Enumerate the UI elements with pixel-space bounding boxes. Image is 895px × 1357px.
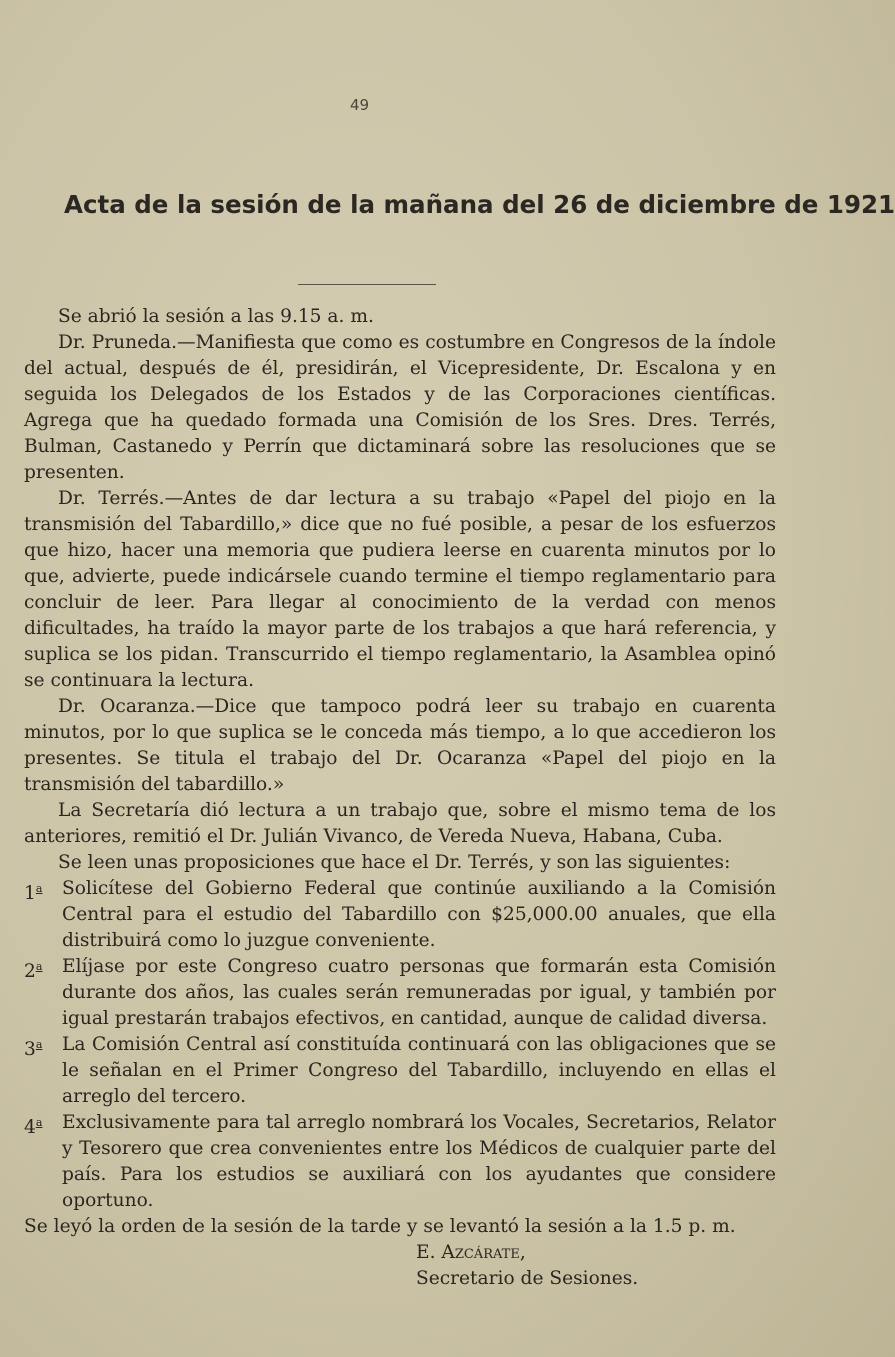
paragraph-terres: Dr. Terrés.—Antes de dar lectura a su trabajo «Papel del piojo en la transmisión del Tabardillo,» dice que no fué posible, a pesar de los esfuerzos que hizo, hacer una memoria que pudiera leerse en cuarenta minutos por lo que, advierte, puede indicársele cuando termine el tiempo reglamentario para concluir de leer. Para llegar al conocimiento de la verdad con menos dificultades, ha traído la mayor parte de los trabajos a que hará referencia, y suplica se los pidan. Transcurrido el tiempo reglamentario, la Asamblea opinó se continuara la lectura. — [24, 488, 776, 691]
list-item-number: 1$^a$ — [24, 882, 43, 905]
list-item-number: 3$^a$ — [24, 1038, 43, 1061]
signature-name: E. Azcárate, — [416, 1242, 526, 1263]
opening-line: Se abrió la sesión a las 9.15 a. m. — [58, 306, 374, 327]
list-item-text: Elíjase por este Congreso cuatro personas que formarán esta Comisión durante dos años, las cuales serán remuneradas por igual, y también por igual prestarán trabajos efectivos, en cantidad, aunque de calidad diversa. — [62, 956, 776, 1029]
list-item — [24, 954, 776, 1032]
list-item-number: 4$^a$ — [24, 1116, 43, 1139]
closing-line: Se leyó la orden de la sesión de la tarde y se levantó la sesión a la 1.5 p. m. — [24, 1216, 736, 1237]
paragraph-ocaranza: Dr. Ocaranza.—Dice que tampoco podrá leer su trabajo en cuarenta minutos, por lo que suplica se le conceda más tiempo, a lo que accedieron los presentes. Se titula el trabajo del Dr. Ocaranza «Papel del piojo en la transmisión del tabardillo.» — [24, 696, 776, 795]
list-item — [24, 876, 776, 954]
signature-role: Secretario de Sesiones. — [416, 1268, 639, 1289]
list-item-text: La Comisión Central así constituída continuará con las obligaciones que se le señalan en el Primer Congreso del Tabardillo, incluyendo en ellas el arreglo del tercero. — [62, 1034, 776, 1107]
list-item-text: Exclusivamente para tal arreglo nombrará los Vocales, Secretarios, Relator y Tesorero que crea convenientes entre los Médicos de cualquier parte del país. Para los estudios se auxiliará con los ayudantes que considere oportuno. — [62, 1112, 776, 1211]
paragraph-proposiciones: Se leen unas proposiciones que hace el Dr. Terrés, y son las siguientes: — [58, 852, 731, 873]
paragraph-secretaria: La Secretaría dió lectura a un trabajo que, sobre el mismo tema de los anteriores, remitió el Dr. Julián Vivanco, de Vereda Nueva, Habana, Cuba. — [24, 800, 776, 847]
list-item — [24, 1032, 776, 1110]
page-number: 49 — [350, 96, 370, 114]
list-item-text: Solicítese del Gobierno Federal que continúe auxiliando a la Comisión Central para el estudio del Tabardillo con $25,000.00 anuales, que ella distribuirá como lo juzgue conveniente. — [62, 878, 776, 951]
list-item-number: 2$^a$ — [24, 960, 43, 983]
title-divider — [298, 284, 436, 285]
list-item — [24, 1110, 776, 1214]
paragraph-pruneda: Dr. Pruneda.—Manifiesta que como es costumbre en Congresos de la índole del actual, después de él, presidirán, el Vicepresidente, Dr. Escalona y en seguida los Delegados de los Estados y de las Corporaciones científicas. Agrega que ha quedado formada una Comisión de los Sres. Dres. Terrés, Bulman, Castanedo y Perrín que dictaminará sobre las resoluciones que se presenten. — [24, 332, 776, 483]
document-body — [24, 304, 776, 1292]
page-title: Acta de la sesión de la mañana del 26 de diciembre de 1921 — [64, 190, 895, 219]
propositions-list — [24, 876, 776, 1214]
